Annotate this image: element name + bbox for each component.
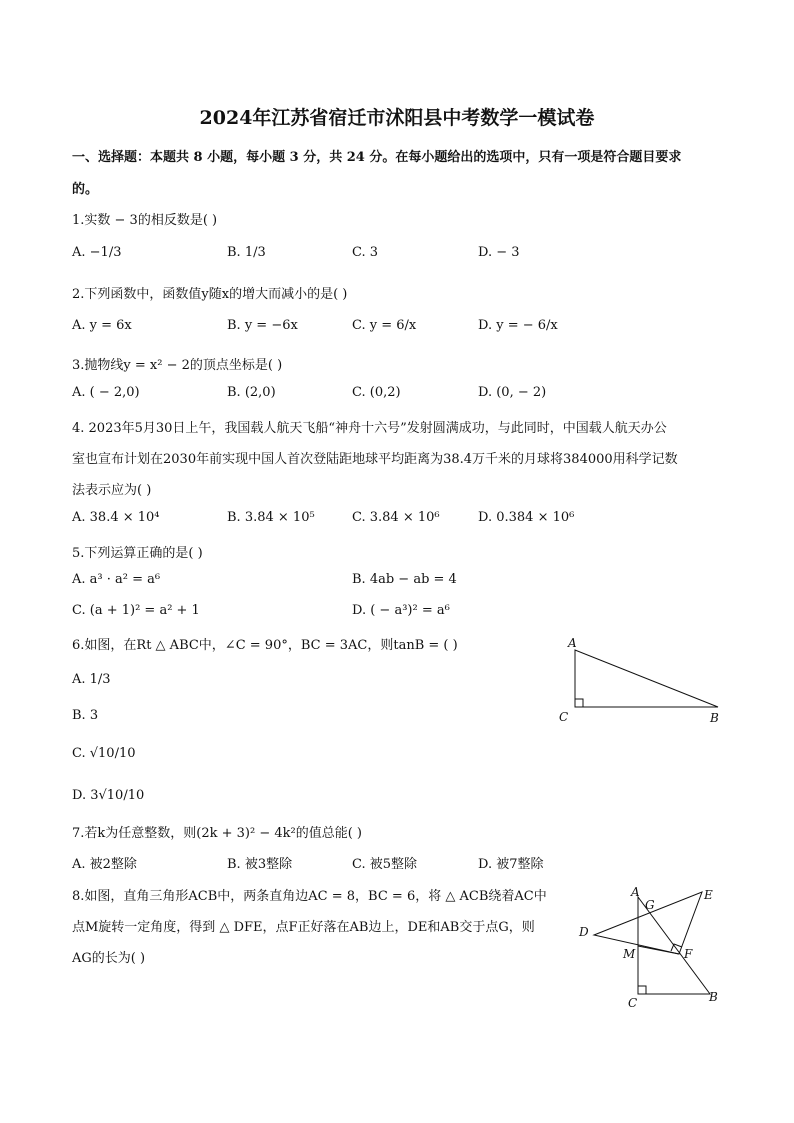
question-6-option-d: D. 3√10/10 — [72, 788, 145, 803]
label-b: B — [710, 711, 719, 725]
figure-6-triangle — [550, 630, 730, 730]
question-5-option-a: A. a³ · a² = a⁶ — [72, 572, 161, 587]
page-title: 2024年江苏省宿迁市沭阳县中考数学一模试卷 — [199, 107, 595, 129]
question-2-stem: 2.下列函数中，函数值y随x的增大而减小的是( ) — [72, 287, 348, 302]
label-e: E — [704, 888, 713, 902]
question-7-stem: 7.若k为任意整数，则(2k + 3)² − 4k²的值总能( ) — [72, 826, 363, 841]
question-3-option-b: B. (2,0) — [227, 385, 276, 400]
question-7-option-a: A. 被2整除 — [72, 857, 137, 872]
question-2-option-c: C. y = 6/x — [352, 318, 417, 333]
label-m: M — [623, 947, 636, 961]
question-7-option-b: B. 被3整除 — [227, 857, 293, 872]
question-6-stem: 6.如图，在Rt △ ABC中，∠C = 90°，BC = 3AC，则tanB = ( ) — [72, 638, 458, 653]
section-heading-line-2: 的。 — [72, 182, 99, 197]
label-c: C — [559, 710, 569, 724]
question-1-option-c: C. 3 — [352, 245, 379, 260]
question-6-option-a: A. 1/3 — [72, 672, 111, 687]
question-6-option-b: B. 3 — [72, 708, 99, 723]
question-1-option-a: A. −1/3 — [72, 245, 122, 260]
question-7-option-c: C. 被5整除 — [352, 857, 418, 872]
question-5-option-d: D. ( − a³)² = a⁶ — [352, 603, 450, 618]
question-4-stem-line-3: 法表示应为( ) — [72, 483, 152, 498]
question-5-stem: 5.下列运算正确的是( ) — [72, 546, 203, 561]
question-3-option-d: D. (0, − 2) — [478, 385, 547, 400]
question-8-stem-line-2: 点M旋转一定角度，得到 △ DFE，点F正好落在AB边上，DE和AB交于点G，则 — [72, 920, 535, 935]
label-a: A — [568, 636, 577, 650]
question-5-option-c: C. (a + 1)² = a² + 1 — [72, 603, 200, 618]
question-4-stem-line-2: 室也宣布计划在2030年前实现中国人首次登陆距地球平均距离为38.4万千米的月球将384000用科学记数 — [72, 452, 678, 467]
label-b: B — [709, 990, 718, 1004]
section-heading-line-1: 一、选择题：本题共 8 小题，每小题 3 分，共 24 分。在每小题给出的选项中，只有一项是符合题目要求 — [72, 150, 682, 165]
question-6-option-c: C. √10/10 — [72, 746, 136, 761]
label-d: D — [579, 925, 589, 939]
question-2-option-a: A. y = 6x — [72, 318, 132, 333]
question-1-option-b: B. 1/3 — [227, 245, 266, 260]
question-1-stem: 1.实数 − 3的相反数是( ) — [72, 213, 218, 228]
figure-8-rotated-triangles — [570, 880, 730, 1015]
question-4-option-b: B. 3.84 × 10⁵ — [227, 510, 315, 525]
question-2-option-d: D. y = − 6/x — [478, 318, 558, 333]
question-3-stem: 3.抛物线y = x² − 2的顶点坐标是( ) — [72, 358, 283, 373]
question-3-option-a: A. ( − 2,0) — [72, 385, 140, 400]
question-7-option-d: D. 被7整除 — [478, 857, 544, 872]
question-3-option-c: C. (0,2) — [352, 385, 401, 400]
question-2-option-b: B. y = −6x — [227, 318, 298, 333]
question-4-option-a: A. 38.4 × 10⁴ — [72, 510, 160, 525]
question-4-stem-line-1: 4. 2023年5月30日上午，我国载人航天飞船“神舟十六号”发射圆满成功，与此同时，中国载人航天办公 — [72, 421, 667, 436]
question-5-option-b: B. 4ab − ab = 4 — [352, 572, 457, 587]
question-4-option-c: C. 3.84 × 10⁶ — [352, 510, 440, 525]
label-g: G — [645, 898, 655, 912]
question-8-stem-line-1: 8.如图，直角三角形ACB中，两条直角边AC = 8，BC = 6，将 △ ACB绕着AC中 — [72, 889, 547, 904]
right-angle-mark — [575, 699, 583, 707]
triangle-abc — [575, 650, 718, 707]
question-1-option-d: D. − 3 — [478, 245, 520, 260]
label-f: F — [684, 947, 693, 961]
label-a: A — [631, 885, 640, 899]
label-c: C — [628, 996, 638, 1010]
right-angle-mark-c — [638, 986, 646, 994]
question-8-stem-line-3: AG的长为( ) — [72, 951, 146, 966]
question-4-option-d: D. 0.384 × 10⁶ — [478, 510, 575, 525]
